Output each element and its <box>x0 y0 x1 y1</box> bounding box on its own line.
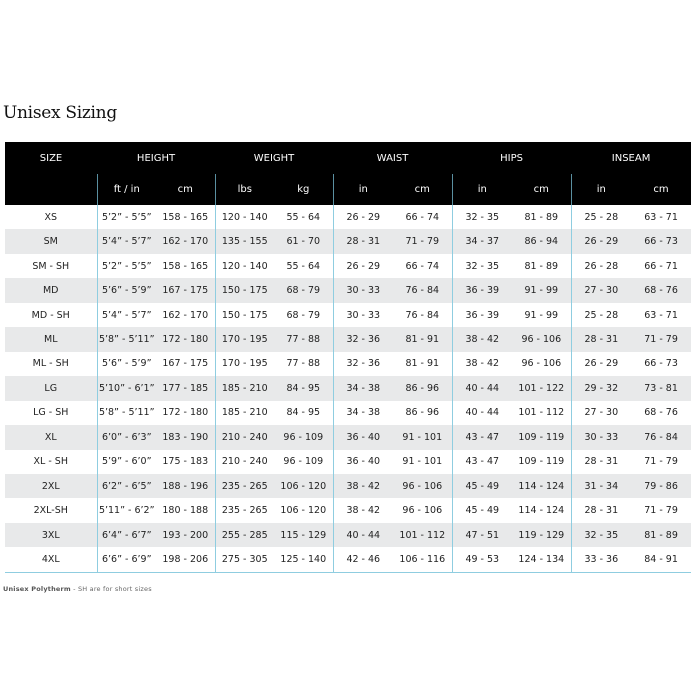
cell-inseam-cm: 63 - 71 <box>631 205 691 229</box>
cell-inseam-cm: 84 - 91 <box>631 547 691 572</box>
cell-height-ftin: 5’10” - 6’1” <box>97 376 156 400</box>
cell-waist-in: 32 - 36 <box>333 352 393 376</box>
cell-weight-lbs: 150 - 175 <box>215 278 274 302</box>
table-row <box>5 303 691 327</box>
cell-hips-in: 45 - 49 <box>452 498 512 522</box>
cell-weight-kg: 55 - 64 <box>274 205 333 229</box>
cell-hips-cm: 109 - 119 <box>512 450 571 474</box>
cell-hips-cm: 96 - 106 <box>512 352 571 376</box>
cell-inseam-in: 27 - 30 <box>571 278 631 302</box>
footnote-product: Unisex Polytherm <box>3 585 71 593</box>
header-waist: WAIST <box>333 142 452 174</box>
footnote <box>3 585 152 593</box>
cell-hips-in: 40 - 44 <box>452 401 512 425</box>
cell-hips-in: 36 - 39 <box>452 278 512 302</box>
cell-waist-in: 36 - 40 <box>333 425 393 449</box>
cell-weight-lbs: 275 - 305 <box>215 547 274 572</box>
cell-hips-in: 49 - 53 <box>452 547 512 572</box>
cell-height-ftin: 5’2” - 5’5” <box>97 254 156 278</box>
table-row <box>5 376 691 400</box>
cell-weight-kg: 106 - 120 <box>274 498 333 522</box>
cell-waist-cm: 66 - 74 <box>393 205 452 229</box>
cell-hips-cm: 101 - 122 <box>512 376 571 400</box>
cell-hips-cm: 119 - 129 <box>512 523 571 547</box>
group-header-row <box>5 142 691 174</box>
cell-inseam-in: 26 - 29 <box>571 352 631 376</box>
cell-hips-in: 32 - 35 <box>452 205 512 229</box>
cell-hips-cm: 124 - 134 <box>512 547 571 572</box>
cell-height-cm: 167 - 175 <box>156 278 215 302</box>
cell-height-cm: 172 - 180 <box>156 401 215 425</box>
cell-height-ftin: 5’4” - 5’7” <box>97 303 156 327</box>
cell-waist-in: 34 - 38 <box>333 376 393 400</box>
cell-weight-kg: 68 - 79 <box>274 278 333 302</box>
cell-waist-in: 28 - 31 <box>333 229 393 253</box>
cell-height-ftin: 5’6” - 5’9” <box>97 352 156 376</box>
cell-hips-cm: 81 - 89 <box>512 254 571 278</box>
cell-height-ftin: 6’2” - 6’5” <box>97 474 156 498</box>
cell-inseam-in: 29 - 32 <box>571 376 631 400</box>
cell-size: ML <box>5 327 97 351</box>
cell-hips-in: 45 - 49 <box>452 474 512 498</box>
cell-inseam-in: 25 - 28 <box>571 303 631 327</box>
cell-waist-in: 26 - 29 <box>333 254 393 278</box>
cell-weight-lbs: 185 - 210 <box>215 376 274 400</box>
cell-weight-kg: 77 - 88 <box>274 352 333 376</box>
cell-weight-lbs: 120 - 140 <box>215 254 274 278</box>
cell-inseam-cm: 76 - 84 <box>631 425 691 449</box>
cell-weight-kg: 61 - 70 <box>274 229 333 253</box>
unit-header-waist-cm: cm <box>393 174 452 205</box>
cell-inseam-in: 28 - 31 <box>571 450 631 474</box>
cell-weight-kg: 55 - 64 <box>274 254 333 278</box>
page-title: Unisex Sizing <box>3 103 117 123</box>
table-row <box>5 450 691 474</box>
cell-weight-lbs: 170 - 195 <box>215 327 274 351</box>
cell-size: MD - SH <box>5 303 97 327</box>
unit-header-blank <box>5 174 97 205</box>
cell-inseam-cm: 81 - 89 <box>631 523 691 547</box>
cell-inseam-in: 31 - 34 <box>571 474 631 498</box>
cell-inseam-cm: 71 - 79 <box>631 327 691 351</box>
cell-inseam-in: 26 - 29 <box>571 229 631 253</box>
cell-inseam-in: 25 - 28 <box>571 205 631 229</box>
cell-size: LG <box>5 376 97 400</box>
cell-hips-in: 38 - 42 <box>452 352 512 376</box>
header-hips: HIPS <box>452 142 571 174</box>
cell-height-ftin: 5’2” - 5’5” <box>97 205 156 229</box>
cell-inseam-cm: 66 - 73 <box>631 229 691 253</box>
cell-inseam-cm: 66 - 73 <box>631 352 691 376</box>
cell-size: XL <box>5 425 97 449</box>
table-row <box>5 523 691 547</box>
cell-weight-lbs: 135 - 155 <box>215 229 274 253</box>
cell-inseam-in: 32 - 35 <box>571 523 631 547</box>
cell-height-cm: 198 - 206 <box>156 547 215 572</box>
table-row <box>5 254 691 278</box>
unit-header-inseam-cm: cm <box>631 174 691 205</box>
cell-weight-lbs: 210 - 240 <box>215 425 274 449</box>
cell-hips-cm: 114 - 124 <box>512 498 571 522</box>
cell-inseam-cm: 66 - 71 <box>631 254 691 278</box>
unit-header-weight-lbs: lbs <box>215 174 274 205</box>
cell-waist-cm: 81 - 91 <box>393 352 452 376</box>
cell-inseam-cm: 63 - 71 <box>631 303 691 327</box>
header-size: SIZE <box>5 142 97 174</box>
cell-weight-lbs: 150 - 175 <box>215 303 274 327</box>
unit-header-row <box>5 174 691 205</box>
cell-waist-cm: 86 - 96 <box>393 401 452 425</box>
unit-header-height-ftin: ft / in <box>97 174 156 205</box>
cell-weight-lbs: 255 - 285 <box>215 523 274 547</box>
cell-waist-in: 32 - 36 <box>333 327 393 351</box>
cell-waist-in: 40 - 44 <box>333 523 393 547</box>
cell-hips-cm: 96 - 106 <box>512 327 571 351</box>
cell-size: LG - SH <box>5 401 97 425</box>
cell-waist-cm: 81 - 91 <box>393 327 452 351</box>
cell-waist-cm: 91 - 101 <box>393 425 452 449</box>
cell-height-cm: 162 - 170 <box>156 229 215 253</box>
cell-height-cm: 183 - 190 <box>156 425 215 449</box>
cell-weight-kg: 125 - 140 <box>274 547 333 572</box>
cell-hips-cm: 91 - 99 <box>512 278 571 302</box>
unit-header-hips-in: in <box>452 174 512 205</box>
cell-inseam-cm: 71 - 79 <box>631 498 691 522</box>
cell-inseam-in: 28 - 31 <box>571 498 631 522</box>
cell-waist-cm: 91 - 101 <box>393 450 452 474</box>
cell-weight-kg: 68 - 79 <box>274 303 333 327</box>
cell-waist-cm: 86 - 96 <box>393 376 452 400</box>
table-row <box>5 425 691 449</box>
cell-waist-in: 38 - 42 <box>333 474 393 498</box>
cell-height-ftin: 5’8” - 5’11” <box>97 401 156 425</box>
cell-height-ftin: 6’0” - 6’3” <box>97 425 156 449</box>
cell-size: XS <box>5 205 97 229</box>
cell-height-ftin: 5’4” - 5’7” <box>97 229 156 253</box>
cell-height-cm: 188 - 196 <box>156 474 215 498</box>
cell-hips-cm: 91 - 99 <box>512 303 571 327</box>
cell-weight-lbs: 170 - 195 <box>215 352 274 376</box>
cell-hips-in: 38 - 42 <box>452 327 512 351</box>
cell-size: 2XL <box>5 474 97 498</box>
cell-waist-in: 26 - 29 <box>333 205 393 229</box>
cell-waist-cm: 101 - 112 <box>393 523 452 547</box>
unit-header-inseam-in: in <box>571 174 631 205</box>
cell-hips-cm: 101 - 112 <box>512 401 571 425</box>
table-row <box>5 474 691 498</box>
cell-weight-kg: 77 - 88 <box>274 327 333 351</box>
cell-waist-in: 30 - 33 <box>333 303 393 327</box>
table-row <box>5 401 691 425</box>
cell-height-ftin: 5’11” - 6’2” <box>97 498 156 522</box>
cell-hips-in: 34 - 37 <box>452 229 512 253</box>
cell-inseam-in: 33 - 36 <box>571 547 631 572</box>
cell-weight-kg: 84 - 95 <box>274 376 333 400</box>
table-row <box>5 498 691 522</box>
cell-size: MD <box>5 278 97 302</box>
cell-height-cm: 177 - 185 <box>156 376 215 400</box>
cell-waist-in: 30 - 33 <box>333 278 393 302</box>
table-row <box>5 327 691 351</box>
table-row <box>5 205 691 229</box>
cell-size: ML - SH <box>5 352 97 376</box>
footnote-text: - SH are for short sizes <box>70 585 152 593</box>
cell-hips-in: 40 - 44 <box>452 376 512 400</box>
cell-waist-in: 34 - 38 <box>333 401 393 425</box>
cell-hips-in: 32 - 35 <box>452 254 512 278</box>
cell-hips-cm: 86 - 94 <box>512 229 571 253</box>
cell-waist-cm: 76 - 84 <box>393 303 452 327</box>
cell-weight-lbs: 235 - 265 <box>215 474 274 498</box>
sizing-table-body <box>5 205 691 572</box>
unit-header-waist-in: in <box>333 174 393 205</box>
unit-header-hips-cm: cm <box>512 174 571 205</box>
unit-header-height-cm: cm <box>156 174 215 205</box>
cell-inseam-in: 27 - 30 <box>571 401 631 425</box>
cell-waist-cm: 96 - 106 <box>393 498 452 522</box>
cell-waist-cm: 76 - 84 <box>393 278 452 302</box>
cell-size: 4XL <box>5 547 97 572</box>
cell-inseam-in: 30 - 33 <box>571 425 631 449</box>
cell-height-cm: 193 - 200 <box>156 523 215 547</box>
cell-height-cm: 180 - 188 <box>156 498 215 522</box>
cell-weight-kg: 106 - 120 <box>274 474 333 498</box>
cell-hips-cm: 109 - 119 <box>512 425 571 449</box>
cell-height-ftin: 5’8” - 5’11” <box>97 327 156 351</box>
header-weight: WEIGHT <box>215 142 333 174</box>
cell-hips-in: 43 - 47 <box>452 425 512 449</box>
cell-waist-in: 38 - 42 <box>333 498 393 522</box>
cell-inseam-cm: 68 - 76 <box>631 401 691 425</box>
table-row <box>5 278 691 302</box>
cell-weight-lbs: 120 - 140 <box>215 205 274 229</box>
cell-hips-in: 36 - 39 <box>452 303 512 327</box>
cell-hips-cm: 81 - 89 <box>512 205 571 229</box>
cell-weight-lbs: 235 - 265 <box>215 498 274 522</box>
table-row <box>5 547 691 572</box>
cell-inseam-in: 26 - 28 <box>571 254 631 278</box>
cell-hips-in: 47 - 51 <box>452 523 512 547</box>
cell-waist-cm: 106 - 116 <box>393 547 452 572</box>
cell-height-cm: 158 - 165 <box>156 205 215 229</box>
cell-waist-in: 36 - 40 <box>333 450 393 474</box>
unit-header-weight-kg: kg <box>274 174 333 205</box>
table-row <box>5 352 691 376</box>
cell-inseam-cm: 68 - 76 <box>631 278 691 302</box>
cell-height-cm: 172 - 180 <box>156 327 215 351</box>
cell-inseam-in: 28 - 31 <box>571 327 631 351</box>
cell-height-ftin: 5’6” - 5’9” <box>97 278 156 302</box>
cell-height-ftin: 5’9” - 6’0” <box>97 450 156 474</box>
header-inseam: INSEAM <box>571 142 691 174</box>
cell-height-cm: 162 - 170 <box>156 303 215 327</box>
cell-size: 3XL <box>5 523 97 547</box>
sizing-table <box>5 142 691 573</box>
cell-inseam-cm: 71 - 79 <box>631 450 691 474</box>
cell-hips-in: 43 - 47 <box>452 450 512 474</box>
cell-height-ftin: 6’6” - 6’9” <box>97 547 156 572</box>
cell-hips-cm: 114 - 124 <box>512 474 571 498</box>
cell-size: SM - SH <box>5 254 97 278</box>
cell-weight-kg: 84 - 95 <box>274 401 333 425</box>
cell-weight-lbs: 185 - 210 <box>215 401 274 425</box>
cell-waist-cm: 96 - 106 <box>393 474 452 498</box>
cell-size: SM <box>5 229 97 253</box>
cell-inseam-cm: 73 - 81 <box>631 376 691 400</box>
cell-size: 2XL-SH <box>5 498 97 522</box>
cell-height-ftin: 6’4” - 6’7” <box>97 523 156 547</box>
cell-weight-kg: 96 - 109 <box>274 450 333 474</box>
cell-height-cm: 158 - 165 <box>156 254 215 278</box>
cell-height-cm: 175 - 183 <box>156 450 215 474</box>
cell-inseam-cm: 79 - 86 <box>631 474 691 498</box>
cell-size: XL - SH <box>5 450 97 474</box>
cell-weight-kg: 96 - 109 <box>274 425 333 449</box>
cell-height-cm: 167 - 175 <box>156 352 215 376</box>
cell-waist-cm: 66 - 74 <box>393 254 452 278</box>
cell-waist-cm: 71 - 79 <box>393 229 452 253</box>
cell-waist-in: 42 - 46 <box>333 547 393 572</box>
header-height: HEIGHT <box>97 142 215 174</box>
cell-weight-lbs: 210 - 240 <box>215 450 274 474</box>
cell-weight-kg: 115 - 129 <box>274 523 333 547</box>
table-row <box>5 229 691 253</box>
